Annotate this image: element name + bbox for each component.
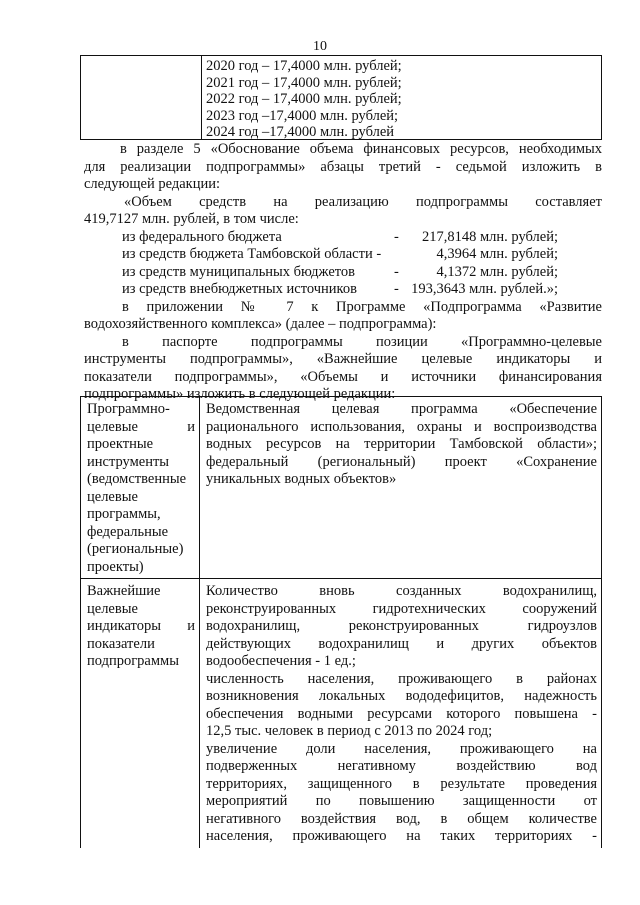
source-value: 4,3964 млн. рублей;	[436, 246, 558, 262]
content-line: Количество вновь созданных водохранилищ,	[206, 583, 597, 599]
label-line: проектные	[87, 436, 154, 452]
year-line: 2021 год – 17,4000 млн. рублей;	[206, 74, 402, 91]
source-dash: -	[394, 263, 399, 280]
source-name: из средств внебюджетных источников	[122, 281, 357, 297]
label-line: показатели	[87, 635, 155, 652]
text-line: подпрограммы» изложить в следующей редакции:	[84, 386, 396, 402]
source-name: из федерального бюджета	[122, 228, 282, 245]
text-line: в паспорте подпрограммы позиции «Программно-целевые	[122, 333, 602, 350]
row-content-cell	[200, 397, 602, 579]
content-line: обеспечения водными ресурсами которого повышена -	[206, 705, 597, 722]
text-line: инструменты подпрограммы», «Важнейшие целевые индикаторы и	[84, 351, 602, 367]
source-value: 217,8148 млн. рублей;	[421, 228, 558, 245]
page-number: 10	[313, 39, 327, 54]
label-line: Программно-	[87, 401, 170, 417]
content-line: увеличение доли населения, проживающего на	[206, 740, 597, 757]
source-name: из средств муниципальных бюджетов	[122, 263, 356, 280]
content-line: численность населения, проживающего в районах	[206, 670, 597, 687]
content-line: рационального использования, охраны и воспроизводства	[206, 418, 597, 435]
year-line: 2023 год –17,4000 млн. рублей;	[206, 107, 399, 124]
source-dash	[394, 246, 410, 264]
paragraph-volume	[84, 194, 602, 229]
content-line: действующих водохранилищ и других объектов	[206, 635, 597, 652]
content-line: Ведомственная целевая программа «Обеспечение	[206, 401, 597, 417]
content-line: федеральный (региональный) проект «Сохранение	[206, 453, 597, 470]
source-name: из средств бюджета Тамбовской области -	[122, 246, 382, 262]
paragraph-passport	[84, 334, 602, 404]
label-line: (региональные)	[87, 541, 184, 557]
table-divider	[201, 56, 202, 139]
label-line: целевые и	[87, 418, 195, 435]
content-line: 12,5 тыс. человек в период с 2013 по 2024 год;	[206, 723, 493, 739]
text-line: показатели подпрограммы», «Объемы и источники финансирования	[84, 368, 602, 385]
source-row	[84, 246, 602, 264]
paragraph-appendix	[84, 299, 602, 334]
label-line: Важнейшие	[87, 583, 161, 599]
source-row	[84, 229, 602, 247]
text-line: «Объем средств на реализацию подпрограммы составляет	[124, 193, 602, 210]
label-line: (ведомственные	[87, 471, 187, 487]
row-label-cell	[81, 579, 200, 848]
year-line: 2024 год –17,4000 млн. рублей	[206, 124, 395, 140]
table-row	[81, 579, 602, 848]
year-line: 2022 год – 17,4000 млн. рублей;	[206, 91, 402, 107]
source-value: 193,3643 млн. рублей.»;	[411, 281, 558, 297]
paragraph-section5	[84, 141, 602, 194]
content-line: реконструированных гидротехнических сооружений	[206, 600, 597, 617]
source-row	[84, 281, 602, 299]
label-line: целевые	[87, 488, 138, 505]
text-line: водохозяйственного комплекса» (далее – подпрограмма):	[84, 316, 437, 332]
label-line: проекты)	[87, 558, 144, 575]
label-line: программы,	[87, 506, 161, 522]
text-line: следующей редакции:	[84, 176, 221, 192]
document-body	[84, 141, 602, 404]
content-line: водохранилищ, реконструированных гидроузлов	[206, 618, 597, 634]
source-value: 4,1372 млн. рублей;	[436, 263, 558, 280]
content-line: возникновения локальных вододефицитов, надежность	[206, 688, 597, 704]
content-line: мероприятий по повышению защищенности от	[206, 793, 597, 809]
source-dash: -	[394, 228, 399, 245]
passport-table	[80, 396, 602, 848]
content-line: территориях, защищенного в результате проведения	[206, 775, 597, 792]
content-line: негативного воздействия вод, в общем количестве	[206, 810, 597, 827]
table-row	[81, 397, 602, 579]
content-line: уникальных водных объектов»	[206, 471, 397, 487]
text-line: в приложении № 7 к Программе «Подпрограмма «Развитие	[122, 298, 602, 315]
label-line: индикаторы и	[87, 618, 195, 634]
label-line: федеральные	[87, 523, 169, 540]
text-line: для реализации подпрограммы» абзацы третий - седьмой изложить в	[84, 158, 602, 175]
text-line: в разделе 5 «Обоснование объема финансовых ресурсов, необходимых	[120, 141, 602, 157]
text-line: 419,7127 млн. рублей, в том числе:	[84, 211, 299, 227]
label-line: инструменты	[87, 453, 170, 470]
row-label-cell	[81, 397, 200, 579]
content-line: водных ресурсов на территории Тамбовской области»;	[206, 436, 597, 452]
source-row	[84, 264, 602, 282]
funding-sources	[84, 229, 602, 299]
year-line: 2020 год – 17,4000 млн. рублей;	[206, 58, 402, 74]
funding-years-table	[80, 55, 602, 140]
label-line: подпрограммы	[87, 653, 179, 669]
content-line: населения, проживающего на таких территориях -	[206, 828, 597, 844]
source-dash: -	[394, 281, 399, 297]
content-line: водообеспечения - 1 ед.;	[206, 653, 356, 669]
label-line: целевые	[87, 600, 138, 617]
content-line: подверженных негативному воздействию вод	[206, 758, 597, 774]
row-content-cell	[200, 579, 602, 848]
